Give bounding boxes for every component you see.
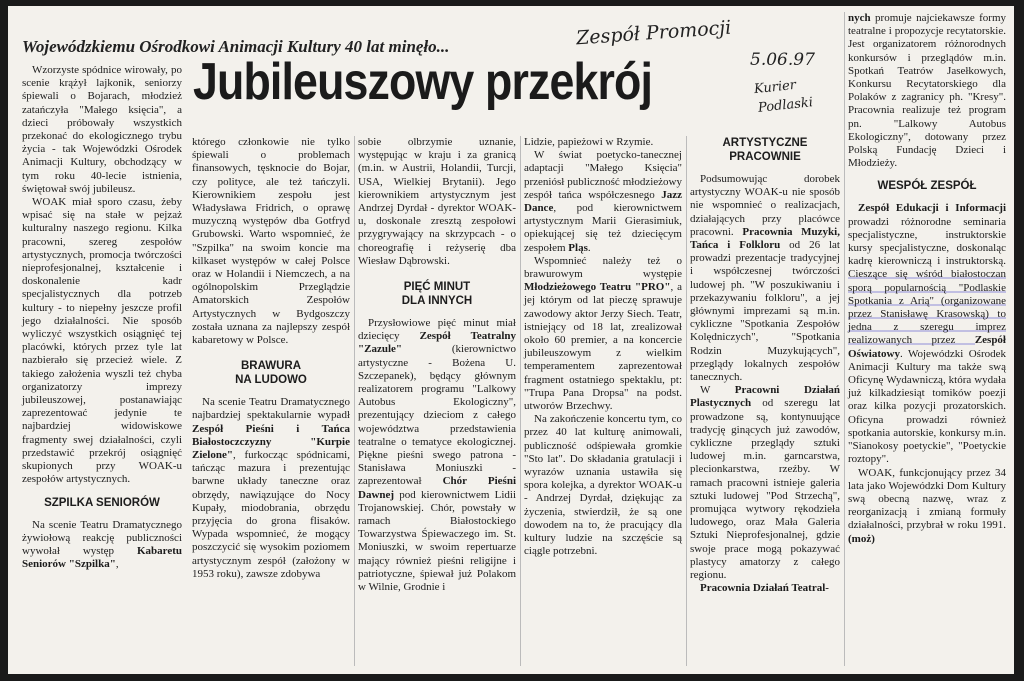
- paragraph: nych promuje najciekawsze formy teatralne i propozycje recytatorskie. Jest organizatorem różnorodnych konkursów i przeglądów m.in. Spotkań Teatrów Jasełkowych, Konkursu Recytatorskiego dla Polaków z zagranicy ph. "Kresy". Pracownia realizuje też program pn. "Lalkowy Autobus Ekologiczny", dotowany przez Polską Fundację Dzieci i Młodzieży.: [848, 12, 1006, 170]
- paragraph: Wspomnieć należy też o brawurowym występie Młodzieżowego Teatru "PRO", a jej którym od lat pieczę sprawuje zawodowy aktor Jerzy Siech. Teatr, istniejący od 18 lat, zrealizował około 60 premier, a na koncercie jubileuszowym z wielkim temperamentem zaprezentował fragment ostatniego spektaklu, pt: "Trupa Pana Dropsa" na podst. utworów Brzechwy.: [524, 254, 682, 413]
- paragraph: Na scenie Teatru Dramatycznego najbardziej spektakularnie wypadł Zespół Pieśni i Tańca Białostoczczyzny "Kurpie Zielone", furkocząc spódnicami, tańcząc mazura i prezentując barwne układy taneczne oraz obrzędy, nawiązujące do Nocy Kupały, miodobrania, obrzędu przyjęcia do grona flisaków. Wypada wspomnieć, że mogący poszczycić się wysokim poziomem artystycznym zespół (założony w 1953 roku), zawsze zdobywa: [192, 396, 350, 580]
- handwritten-note: Zespół Promocji: [575, 16, 732, 50]
- paragraph: Pracownia Działań Teatral-: [700, 582, 829, 595]
- paragraph: WOAK miał sporo czasu, żeby wpisać się na stałe w pejzaż kulturalny naszego regionu. Kilka pracowni, szereg zespołów artystycznych, promocja twórczości nieprofesjonalnej, kształcenie i doskonalenie kadr specjalistycznych dla potrzeb kultury - to niepełny jeszcze profil jego działalności. Nie sposób wyliczyć wszystkich osiągnięć tej placówki, których przez tyle lat nazbierało się przecież wiele. Z takiego założenia wyszli też chyba organizatorzy imprezy jubileuszowej, postanawiając zaprezentować jedynie te najbardziej widowiskowe fragmenty swej działalności, czyli przedstawić przekrój osiągnięć skupionych przy WOAK-u zespołów artystycznych.: [22, 196, 182, 486]
- paragraph: Przysłowiowe pięć minut miał dziecięcy Zespół Teatralny "Zazule" (kierownictwo artystyczne - Bożena U. Szczepanek), będący głównym realizatorem programu "Lalkowy Autobus Ekologiczny", prezentujący dzieciom z całego województwa przedstawienia teatralne o tematyce ekologicznej. Piękne pieśni swego patrona - Stanisława Moniuszki - zaprezentował Chór Pieśni Dawnej pod kierownictwem Lidii Trojanowskiej. Chór, powstały w ramach Białostockiego Towarzystwa Śpiewaczego im. St. Moniuszki, w swoim repertuarze mający również pieśni religijne i patriotyczne, śpiewał już Polakom w Wilnie, Grodnie i: [358, 317, 516, 594]
- subheading: BRAWURA NA LUDOWO: [235, 360, 307, 387]
- column-1: [22, 64, 182, 571]
- paragraph: WOAK, funkcjonujący przez 34 lata jako Wojewódzki Dom Kultury swą obecną nazwę, wraz z reorganizacją i zmianą formuły działalności, przybrał w roku 1991. (moż): [848, 466, 1006, 545]
- column-3: [358, 136, 516, 594]
- headline: Jubileuszowy przekrój: [193, 53, 653, 111]
- column-rule: [844, 12, 845, 666]
- paragraph: sobie olbrzymie uznanie, występując w kraju i za granicą (m.in. w Austrii, Holandii, Turcji, USA, Wielkiej Brytanii). Jego kierownikiem artystycznym jest Andrzej Dyrdał - dyrektor WOAK-u, doskonale zresztą zespołowi przygrywający na skrzypcach - o choreografię i reżyserię dba Wiesław Dąbrowski.: [358, 136, 516, 267]
- column-5: [690, 136, 840, 596]
- column-6: [848, 12, 1006, 546]
- column-4: [524, 136, 682, 559]
- subheading: PIĘĆ MINUT DLA INNYCH: [401, 281, 473, 308]
- column-2: [192, 136, 350, 581]
- paragraph: którego członkowie nie tylko śpiewali o problemach finansowych, tęsknocie do Bojar, czy polityce, ale też tańczyli. Kierownikiem zespołu jest Władysława Fridrich, o oprawę muzyczną występów dba Gotfryd Grubowski. Warto wspomnieć, że "Szpilka" na swoim koncie ma kilkaset występów w całej Polsce oraz w Holandii i Niemczech, a na ogólnopolskim Przeglądzie Amatorskich Zespołów Artystycznych w Bydgoszczy została uznana za najlepszy zespół kabaretowy w Polsce.: [192, 136, 350, 347]
- subheading: SZPILKA SENIORÓW: [44, 496, 160, 509]
- paragraph: Na scenie Teatru Dramatycznego żywiołową reakcję publiczności wywołał występ Kabaretu Seniorów "Szpilka",: [22, 518, 182, 571]
- paragraph: Wzorzyste spódnice wirowały, po scenie krążył lajkonik, seniorzy śpiewali o Bojarach, młodzież zatańczyła "Małego księcia", a dzieci próbowały wszystkich przekonać do ekologicznego trybu życia - tak Wojewódzki Ośrodek Animacji Kultury, obchodzący w tym roku 40-lecie istnienia, świętował swój jubileusz.: [22, 64, 182, 195]
- kicker-line: Wojewódzkiemu Ośrodkowi Animacji Kultury 40 lat minęło...: [22, 37, 450, 56]
- column-rule: [520, 136, 521, 666]
- paragraph: Podsumowując dorobek artystyczny WOAK-u nie sposób nie wspomnieć o realizacjach, działających przy placówce pracowni. Pracownia Muzyki, Tańca i Folkloru od 26 lat prowadzi prezentacje tradycyjnej i współczesnej twórczości ludowej ph. "W poszukiwaniu i przekazywaniu folkloru", a jej głównymi imprezami są m.in. cykliczne "Spotkania Zespołów Kolędniczych", "Spotkania Rodzin Muzykujących", przeglądy lokalnych zespołów tanecznych.: [690, 173, 840, 384]
- subheading: WESPÓŁ ZESPÓŁ: [877, 180, 977, 193]
- paragraph: Na zakończenie koncertu tym, co przez 40 lat kulturę animowali, publiczność odśpiewała gromkie "Sto lat". Do składania gratulacji i wyrazów uznania ustawiła się spora kolejka, a dyrektor WOAK-u - Andrzej Dyrdał, dziękując za życzenia, stwierdził, że są one dowodem na to, że pracujący dla kultury ludzie na szczęście są ciągle potrzebni.: [524, 413, 682, 558]
- column-rule: [686, 136, 687, 666]
- column-rule: [354, 136, 355, 666]
- paragraph: Zespół Edukacji i Informacji prowadzi różnorodne seminaria specjalistyczne, instruktorskie kursy specjalistyczne, doskonaląc kadrę kierowniczą i instruktorską. Cieszące się wśród białostoczan sporą popularnością "Podlaskie Spotkania z Arią" (organizowane przez Stanisławę Krasowską) to jedna z szeregu imprez realizowanych przez Zespół Oświatowy. Wojewódzki Ośrodek Animacji Kultury ma także swą Oficynę Wydawniczą, która wydała już kilkadziesiąt tomików poezji oraz kilka pozycji prozatorskich. Oficyna prowadzi również spotkania autorskie, konkursy m.in. "Sianokosy poetyckie", "Poetyckie roztopy".: [848, 202, 1006, 466]
- paragraph: W Pracowni Działań Plastycznych od szeregu lat prowadzone są, kontynuujące tradycję ginących już zawodów, cykliczne przeglądy sztuki ludowej m.in. garncarstwa, plecionkarstwa, rzeźby. W ramach pracowni istnieje galeria sztuki ludowej "Pod Strzechą", promująca wytwory rękodzieła ludowego, oraz Mała Galeria Sztuki Nieprofesjonalnej, gdzie swoje prace mogą pokazywać plastycy amatorzy z całego regionu.: [690, 384, 840, 582]
- paragraph: Lidzie, papieżowi w Rzymie.: [524, 136, 654, 148]
- subheading: ARTYSTYCZNE PRACOWNIE: [722, 137, 808, 163]
- newspaper-clipping: [8, 6, 1014, 674]
- handwritten-source-2: Podlaski: [757, 95, 814, 116]
- paragraph: W świat poetycko-tanecznej adaptacji "Małego Księcia" przeniósł publiczność młodzieżowy zespół tańca współczesnego Jazz Dance, pod kierownictwem artystycznym Marii Gierasimiuk, opiekującej się też dziecięcym zespołem Pląs.: [524, 149, 682, 254]
- handwritten-source-1: Kurier: [753, 77, 797, 98]
- pen-underlined-passage: Cieszące się wśród białostoczan sporą popularnością "Podlaskie Spotkania z Arią" (organizowane przez Stanisławę Krasowską) to jedna z szeregu imprez realizowanych przez: [848, 268, 1006, 347]
- handwritten-date: 5.06.97: [750, 50, 815, 70]
